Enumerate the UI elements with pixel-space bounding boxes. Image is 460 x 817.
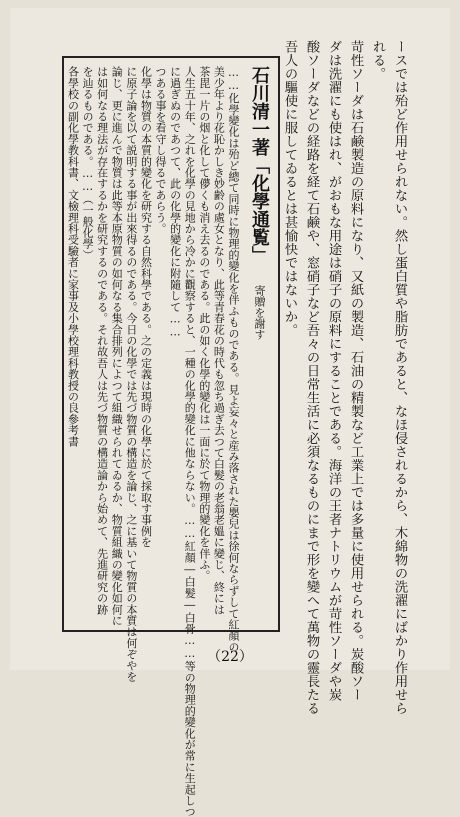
- review-body-line: つある事を看守し得るであらう。: [154, 66, 168, 234]
- review-body-line: は如何なる理法が存在するかを研究するのである。それ故吾人は先づ物質の構造論から始めて、先進研究の跡: [95, 66, 109, 615]
- review-body-line: 論じ、更に進んで物質は此等本原物質の如何なる集合排列によつて組織せられてゐるか、物質組織の變化如何に: [110, 66, 124, 626]
- review-author-note: 寄贈を謝す: [253, 285, 266, 340]
- review-body-line: に過ぎぬのであつて、此の化學的變化に附隨して……: [168, 66, 182, 339]
- main-text-line: ースでは殆ど作用せられない。然し蛋白質や脂肪であると、なほ侵されるから、木綿物の洗濯にばかり作用せら: [392, 40, 407, 715]
- review-body-line: に原子論を以て説明する事が出來得るのである。今日の化學では先づ物質の構造を論じ、之に基いて物質の本質は何ぞやを: [124, 66, 138, 682]
- main-text-line: ダは洗濯にも使はれ、がおもな用途は硝子の原料にすることである。海洋の王者ナトリウムが苛性ソーダや炭: [326, 40, 341, 702]
- review-body-line: 美少年より花恥かしき妙齢の處女となり、此等青春花の時代も忽ち過ぎ去つて白髪の老翁老媼に變じ、終には: [212, 66, 226, 615]
- main-text-line: 酸ソーダなどの経路を経て石鹸や、窓硝子など吾々の日常生活に必須なるものにまで形を變へて萬物の靈長たる: [304, 40, 319, 715]
- review-body-line: ……化學變化は殆ど總て同時に物理的變化を伴ふものである。見よ妄々と産み落された嬰兒は徐何ならずして紅顏の: [227, 66, 240, 653]
- review-body-line: 化學は物質の本質的變化を研究する自然科學である。之の定義は現時の化學に於て採取す事例を: [139, 66, 153, 548]
- main-text-line: 吾人の驅使に服してゐるとは甚愉快ではないか。: [282, 40, 297, 337]
- main-text-line: れる。: [370, 40, 385, 81]
- review-body-line: を辿るものである。……（一般化學）: [81, 66, 95, 261]
- main-text-line: 苛性ソーダは石鹸製造の原料になり、又紙の製造、石油の精製など工業上では多量に使用せられる。炭酸ソー: [348, 40, 363, 702]
- review-body-line: 各學校の副化學教科書、文檢理科受驗者に家事及小學校理科教授の良參考書: [66, 66, 80, 447]
- review-title-text: 石川清一著「化學通覧」: [249, 66, 270, 264]
- review-body-line: 茶毘一片の烟と化して儚くも消え去るのである。此の如く化學的變化は一面に於て物理的變化を伴ふ。: [197, 66, 211, 582]
- main-text-column: [278, 40, 410, 715]
- review-title: [246, 66, 272, 626]
- page: [10, 8, 450, 817]
- page-number: （22）: [207, 649, 253, 665]
- review-body-line: 人生五十年、之れを化學の見地から冷かに觀察すると、一種の化學的變化に他ならない。……紅顏―白髪―白骨……等の物理的變化が常に生起しつ: [183, 66, 197, 817]
